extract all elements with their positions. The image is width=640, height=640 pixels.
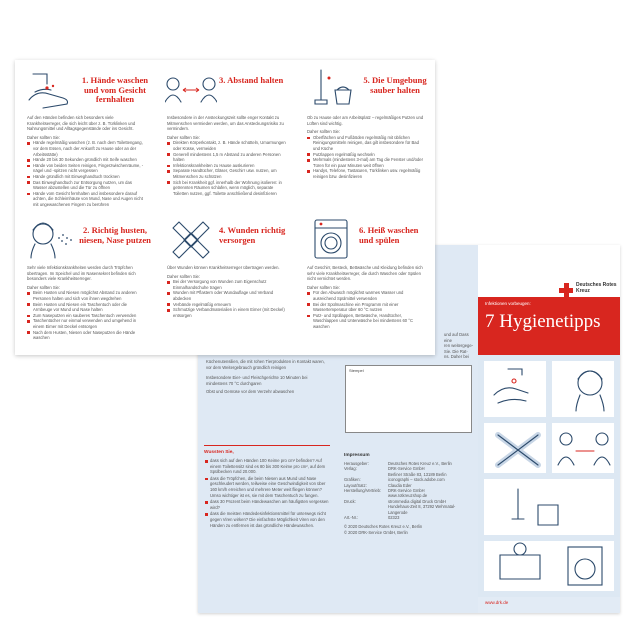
list-item: Wunden mit Pflastern oder Wundauflage und Verband abdecken xyxy=(167,290,287,301)
imprint-value: Claudia Eder xyxy=(388,482,412,488)
tip-title xyxy=(79,76,151,105)
partial-text-line: Sie. Die Rat- xyxy=(444,348,468,354)
imprint-row xyxy=(344,515,472,520)
imprint-key: Druck: xyxy=(344,498,356,504)
leaflet-inner-sheet xyxy=(15,60,435,355)
website-link[interactable]: www.drk.de xyxy=(485,600,509,605)
tip-lead: Daher sollten Sie: xyxy=(27,284,61,290)
sneezing-person-icon xyxy=(25,218,77,260)
hand-washing-icon xyxy=(25,68,77,110)
imprint-value: Hundehaus-Zeit 8, 37292 Wehrnatal-Langerode xyxy=(388,504,456,515)
column-right xyxy=(295,60,435,355)
tip-title-text: Heiß waschen und spülen xyxy=(359,225,419,245)
tip-lead: Daher sollten Sie: xyxy=(307,284,341,290)
list-item: Sich bei Krankheit ggf. innerhalb der Wohnung isolieren: in getrennten Räumen schlafen, wenn möglich, separate Toiletten nutzen, ggf. Toilette anschließend desinfizieren xyxy=(167,180,287,197)
did-you-know-box xyxy=(204,445,330,529)
list-item: dass 30 Prozent beim Händewaschen am häufigsten vergessen wird? xyxy=(210,499,329,510)
tip-3 xyxy=(155,60,295,196)
tip-2 xyxy=(15,210,155,341)
stamp-field xyxy=(345,365,472,433)
tip-intro: Auf Geschirr, Besteck, Bettwäsche und Kleidung befinden sich sehr viele Krankheitserreger, die durch Waschen oder Spülen nicht vernichtet werden. xyxy=(307,265,423,282)
column-left xyxy=(15,60,155,355)
imprint-value: strommedia digital Druck GmbH xyxy=(388,498,447,504)
list-item: Separate Handtücher, Gläser, Geschirr usw. nutzen, um Mitmenschen zu schützen xyxy=(167,168,287,179)
imprint-key: Verlag: xyxy=(344,466,357,472)
list-item: Das Einweghandtuch zur Entsorgung nutzen, um das Wasser abzustellen und die Tür zu öffnen xyxy=(27,180,147,191)
tip-lead: Daher sollten Sie: xyxy=(167,273,201,279)
tip-title-text: Hände waschen und vom Gesicht fernhalten xyxy=(83,75,149,105)
cover-kicker: Infektionen vorbeugen: xyxy=(485,301,531,306)
tip-header xyxy=(295,210,435,260)
tip-intro: Ob zu Hause oder am Arbeitsplatz – regelmäßiges Putzen und Lüften sind wichtig. xyxy=(307,115,424,126)
tip-list xyxy=(307,290,427,329)
list-item: Infektionskrankheiten zu Hause auskurieren xyxy=(167,163,287,169)
tip-list xyxy=(307,135,427,180)
list-item: Hände vom Gesicht fernhalten und insbesondere darauf achten, die Schleimhäute von Mund, Nase und Augen nicht mit ungewaschenen Fingern zu berühren xyxy=(27,191,147,208)
imprint-key xyxy=(344,504,388,515)
list-item: Bei der Versorgung von Wunden zum Eigenschutz Einmalhandschuhe tragen xyxy=(167,279,287,290)
list-item: Handys, Telefone, Tastaturen, Türklinken usw. regelmäßig reinigen bzw. desinfizieren xyxy=(307,168,427,179)
list-item: Hände von beiden Seiten reinigen, Fingerzwischenräume, -nägel und -spitzen nicht vergessen xyxy=(27,163,147,174)
imprint-value: www.rotkreuzshop.de xyxy=(388,493,428,499)
tip-lead: Daher sollten Sie: xyxy=(167,134,201,140)
tip-header xyxy=(155,210,295,260)
imprint-title: Impressum xyxy=(344,453,370,458)
list-item: Hände regelmäßig waschen (z. B. nach dem Toilettengang, vor dem Essen, nach der Ankunft zu Hause oder an der Arbeitsstätte) xyxy=(27,140,147,157)
copyright-line: © 2020 DRK-Service GmbH, Berlin xyxy=(344,529,408,535)
bandage-icon xyxy=(165,218,217,260)
tip-4 xyxy=(155,210,295,318)
tip-number: 5. xyxy=(363,75,370,85)
imprint-block xyxy=(344,453,472,535)
red-cross-logo-icon xyxy=(559,283,573,297)
column-middle xyxy=(155,60,295,355)
tip-1 xyxy=(15,60,155,208)
list-item: Taschentücher nur einmal verwenden und umgehend in einem Eimer mit Deckel entsorgen xyxy=(27,318,147,329)
tip-5 xyxy=(295,60,435,180)
imprint-value: iconographi – stock.adobe.com xyxy=(388,477,445,483)
list-item: Bei der Spülmaschine ein Programm mit einer Wassertemperatur über 60 °C nutzen xyxy=(307,302,427,313)
stamp-label: Stempel xyxy=(349,368,364,373)
list-item: Nach dem Husten, Niesen oder Naseputzen die Hände waschen xyxy=(27,330,147,341)
tip-title xyxy=(79,226,151,245)
tip-number: 4. xyxy=(219,225,226,235)
cover-illustration xyxy=(478,355,620,597)
imprint-key: Layout/Satz: xyxy=(344,482,367,488)
copyright-line: © 2020 Deutsches Rotes Kreuz e.V., Berlin xyxy=(344,524,423,530)
list-item: dass sich auf den Händen 100 Keime pro cm² befinden? Auf einem Toilettensitz sind es 80 bis 300 Keime pro cm², auf dem Spülbecken rund 20.000. xyxy=(210,458,330,475)
partial-text-line: und auf Dass eine xyxy=(444,332,469,343)
partial-text-line: ns. Daher bei xyxy=(444,354,469,360)
list-item: Beim Husten und Niesen möglichst Abstand zu anderen Personen halten und sich von ihnen wegdrehen xyxy=(27,290,147,301)
imprint-row xyxy=(344,504,472,515)
tip-title-text: Richtig husten, niesen, Nase putzen xyxy=(79,225,151,245)
tip-list xyxy=(27,290,147,340)
tip-header xyxy=(15,210,155,260)
cover-title: 7 Hygienetipps xyxy=(485,311,601,332)
organization-name: Deutsches Rotes Kreuz xyxy=(576,282,617,294)
tip-title-text: Abstand halten xyxy=(227,75,284,85)
tip-title-text: Wunden richtig versorgen xyxy=(219,225,286,245)
imprint-key: Herausgeber: xyxy=(344,461,369,466)
imprint-key: Herstellung/Vertrieb: xyxy=(344,488,382,494)
imprint-value: DRK-Service GmbH xyxy=(388,488,425,494)
tip-title xyxy=(359,76,431,95)
tip-number: 1. xyxy=(81,75,89,85)
list-item: Mehrmals (mindestens 3-mal) am Tag die Fenster und/oder Türen für ein paar Minuten weit öffnen xyxy=(307,157,427,168)
tip-title-text: Die Umgebung sauber halten xyxy=(370,75,427,95)
imprint-value: Deutsches Rotes Kreuz e.V., Berlin xyxy=(388,461,452,466)
tip-lead: Daher sollten Sie: xyxy=(307,129,341,135)
tip-intro: Auf den Händen befinden sich besonders viele Krankheitserreger, die sich leicht über z. B. Türklinken und Nahrungsmittel und Alltagsgegenstände oder ins Gesicht. xyxy=(27,115,136,132)
tip-intro: Über Wunden können Krankheitserreger übertragen werden. xyxy=(167,265,280,270)
did-you-know-list xyxy=(204,458,330,528)
list-item: Hände 20 bis 30 Sekunden gründlich mit Seife waschen xyxy=(27,157,147,163)
tip-number: 2. xyxy=(83,225,90,235)
list-item: dass die meisten Händedesinfektionsmittel für unterwegs nicht gegen Viren wirken? Die einfachste Möglichkeit Viren von den Händen zu entfernen ist das gründliche Händewaschen. xyxy=(210,511,330,528)
list-item: Oberflächen und Fußböden regelmäßig mit üblichen Reinigungsmitteln reinigen, das gilt insbesondere für Bad und Küche xyxy=(307,135,427,152)
tip-list xyxy=(27,140,147,207)
list-item: dass die Tröpfchen, die beim Niesen aus Mund und Nase geschleudert werden, teilweise eine Geschwindigkeit von über 160 km/h erreichen und mehrere Meter weit fliegen können? Umso wichtiger ist es, sie mit dem Taschentuch zu fangen. xyxy=(210,476,330,498)
list-item: Für den Abwasch möglichst warmes Wasser und ausreichend Spülmittel verwenden xyxy=(307,290,427,301)
tip-number: 3. xyxy=(219,75,226,85)
tip-number: 6. xyxy=(359,225,366,235)
tip-lead: Daher sollten Sie: xyxy=(27,134,61,140)
tip-intro: Sehr viele Infektionskrankheiten werden durch Tröpfchen übertragen. Im Speichel und im Nasensekret befinden sich besonders viele Krankheitserreger. xyxy=(27,265,136,282)
list-item: Putzlappen regelmäßig wechseln xyxy=(307,152,427,158)
imprint-key: Grafiken: xyxy=(344,477,361,483)
keep-distance-icon xyxy=(165,68,217,110)
list-item: Verbände regelmäßig erneuern xyxy=(167,302,287,308)
washing-machine-icon xyxy=(305,218,357,260)
tip-title xyxy=(359,226,431,245)
tip-title xyxy=(219,76,291,86)
tip-list xyxy=(167,140,287,196)
cleaning-mop-icon xyxy=(305,68,357,110)
list-item: Zum Naseputzen ein sauberes Taschentuch verwenden xyxy=(27,313,147,319)
imprint-value: 02323 xyxy=(388,515,400,521)
imprint-value: Berliner Straße 83, 13189 Berlin xyxy=(388,471,447,477)
partial-text-column xyxy=(444,332,476,360)
tip-6 xyxy=(295,210,435,330)
list-item: Direkten Körperkontakt, z. B. Hände schütteln, Umarmungen oder Küsse, vermeiden xyxy=(167,140,287,151)
tip-header xyxy=(295,60,435,110)
list-item: Insbesondere Eier- und Fleischgerichte 10 Minuten bei mindestens 70 °C durchgaren xyxy=(206,375,308,386)
list-item: Hände gründlich mit Einweghandtuch trocknen xyxy=(27,174,147,180)
cover-panel xyxy=(478,245,620,613)
tip-list xyxy=(167,279,287,318)
tip-title xyxy=(219,226,291,245)
cover-illustration-svg xyxy=(478,355,620,597)
list-item: Putz- und Spüllappen, Bettwäsche, Handtücher, Waschlappen und Unterwäsche bei mindestens 60 °C waschen xyxy=(307,313,427,330)
partial-text-line: ren weitergege- xyxy=(444,343,474,349)
did-you-know-title: Wussten Sie, xyxy=(204,450,234,455)
list-item: Schmutzige Verbandmaterialien in einem Eimer (mit Deckel) entsorgen xyxy=(167,307,287,318)
tip-header xyxy=(155,60,295,110)
tip-header xyxy=(15,60,155,110)
list-item: Obst und Gemüse vor dem Verzehr abwaschen xyxy=(206,389,295,394)
list-item: Küchenutensilien, die mit rohen Tierprodukten in Kontakt waren, vor dem Weitergebrauch gründlich reinigen xyxy=(206,359,325,370)
list-item: Beim Husten und Niesen ein Taschentuch oder die Armbeuge vor Mund und Nase halten xyxy=(27,302,147,313)
tip-intro: Insbesondere in der Ansteckungszeit sollte enger Kontakt zu Mitmenschen vermieden werden, um das Ansteckungsrisiko zu vermindern. xyxy=(167,115,284,132)
list-item: Generell mindestens 1,5 m Abstand zu anderen Personen halten xyxy=(167,152,287,163)
imprint-key: Art.-Nr.: xyxy=(344,515,359,521)
imprint-value: DRK-Service GmbH xyxy=(388,466,425,472)
